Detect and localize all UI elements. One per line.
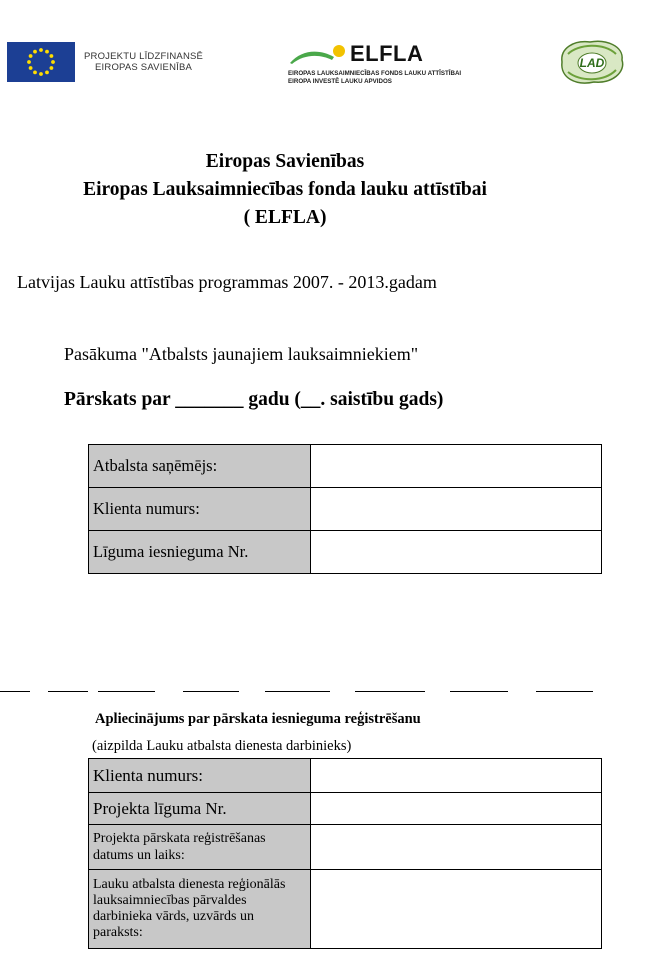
- confirmation-title: Apliecinājums par pārskata iesnieguma reģistrēšanu: [95, 711, 421, 727]
- reg-employee-label: Lauku atbalsta dienesta reģionālās lauksaimniecības pārvaldes darbinieka vārds, uzvārds un paraksts:: [89, 870, 311, 949]
- reg-client-number-label: Klienta numurs:: [89, 759, 311, 793]
- cut-line-dash: [0, 691, 30, 692]
- cut-line-dash: [183, 691, 239, 692]
- reg-client-number-field[interactable]: [311, 759, 602, 793]
- elfla-swoosh-icon: [288, 43, 346, 65]
- lad-logo: [554, 36, 630, 88]
- cut-line-dash: [98, 691, 155, 692]
- elfla-wordmark: ELFLA: [350, 41, 424, 66]
- cut-line-dash: [536, 691, 593, 692]
- eu-flag-icon: [7, 42, 75, 82]
- contract-number-field[interactable]: [311, 531, 602, 574]
- eu-cofinance-text: PROJEKTU LĪDZFINANSĒ EIROPAS SAVIENĪBA: [84, 51, 204, 73]
- reg-datetime-label: Projekta pārskata reģistrēšanas datums un laiks:: [89, 825, 311, 870]
- registration-table: [88, 758, 602, 949]
- confirmation-note: (aizpilda Lauku atbalsta dienesta darbinieks): [92, 738, 352, 754]
- program-line: Latvijas Lauku attīstības programmas 2007. - 2013.gadam: [17, 272, 437, 292]
- report-period-line: Pārskats par _______ gadu (__. saistību gads): [64, 389, 444, 410]
- reg-employee-field[interactable]: [311, 870, 602, 949]
- cut-line-dash: [450, 691, 508, 692]
- title-line-2: Eiropas Lauksaimniecības fonda lauku attīstībai: [83, 179, 487, 200]
- beneficiary-field[interactable]: [311, 445, 602, 488]
- table-row: [89, 488, 602, 531]
- table-row: [89, 825, 602, 870]
- eu-cofinance-logo: [7, 42, 203, 82]
- reg-contract-number-label: Projekta līguma Nr.: [89, 793, 311, 825]
- title-line-3: ( ELFLA): [243, 207, 327, 228]
- cut-line-dash: [48, 691, 88, 692]
- reg-contract-number-field[interactable]: [311, 793, 602, 825]
- lad-logo-text: LAD: [579, 56, 605, 70]
- elfla-logo: [288, 42, 503, 86]
- contract-number-label: Līguma iesnieguma Nr.: [89, 531, 311, 574]
- cut-line-dash: [355, 691, 425, 692]
- client-number-label: Klienta numurs:: [89, 488, 311, 531]
- beneficiary-info-table: [88, 444, 602, 574]
- title-line-1: Eiropas Savienības: [205, 151, 365, 172]
- table-row: [89, 793, 602, 825]
- beneficiary-label: Atbalsta saņēmējs:: [89, 445, 311, 488]
- document-title: [0, 148, 570, 232]
- client-number-field[interactable]: [311, 488, 602, 531]
- elfla-subtitle: EIROPAS LAUKSAIMNIECĪBAS FONDS LAUKU ATTĪSTĪBAI EIROPA INVESTĒ LAUKU APVIDOS: [288, 70, 462, 85]
- measure-line: Pasākuma "Atbalsts jaunajiem lauksaimniekiem": [64, 344, 419, 364]
- cut-line-dash: [265, 691, 330, 692]
- table-row: [89, 445, 602, 488]
- table-row: [89, 870, 602, 949]
- table-row: [89, 759, 602, 793]
- table-row: [89, 531, 602, 574]
- reg-datetime-field[interactable]: [311, 825, 602, 870]
